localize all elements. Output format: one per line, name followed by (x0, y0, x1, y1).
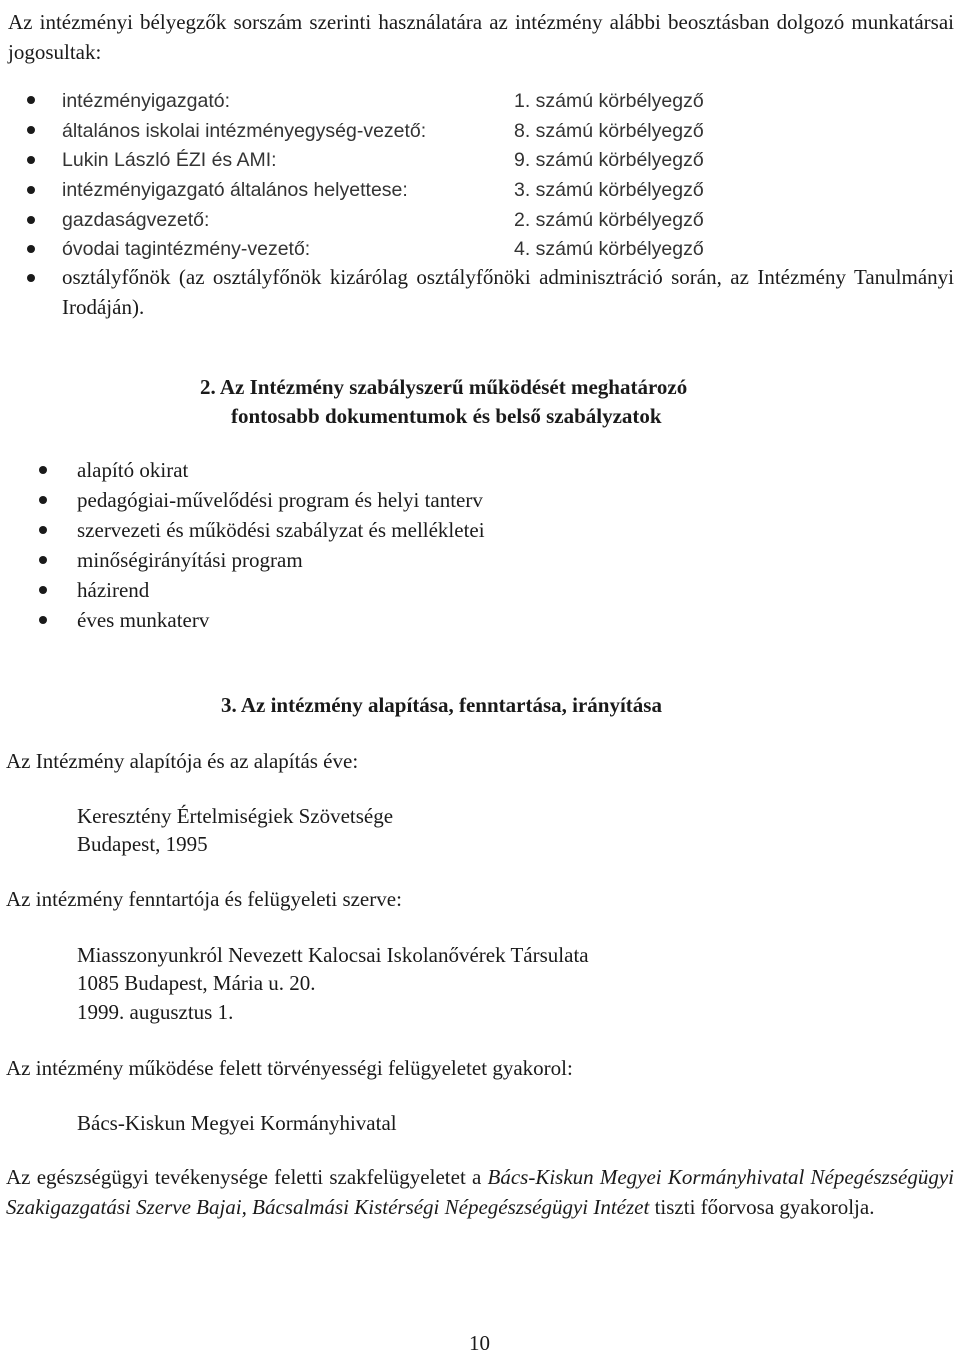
bullet-icon (27, 126, 35, 134)
health-paragraph (6, 1162, 954, 1222)
bullet-icon (39, 556, 47, 564)
bullet-icon (39, 496, 47, 504)
document-item: minőségirányítási program (77, 548, 303, 572)
document-item: alapító okirat (77, 458, 189, 482)
stamp-role: intézményigazgató általános helyettese: (62, 179, 408, 201)
stamp-number: 2. számú körbélyegző (514, 209, 704, 231)
page-number: 10 (469, 1331, 490, 1355)
founder-year: Budapest, 1995 (77, 832, 208, 856)
stamp-role: óvodai tagintézmény-vezető: (62, 238, 311, 260)
stamp-role: gazdaságvezető: (62, 209, 210, 231)
document-item: szervezeti és működési szabályzat és mellékletei (77, 518, 485, 542)
document-item: pedagógiai-művelődési program és helyi tanterv (77, 488, 483, 512)
stamp-number: 1. számú körbélyegző (514, 90, 704, 112)
document-item: éves munkaterv (77, 608, 210, 632)
bullet-icon (27, 96, 35, 104)
legality-body: Bács-Kiskun Megyei Kormányhivatal (77, 1111, 397, 1135)
section3-title: 3. Az intézmény alapítása, fenntartása, irányítása (221, 693, 662, 717)
bullet-icon (27, 245, 35, 253)
maintainer-name: Miasszonyunkról Nevezett Kalocsai Iskolanővérek Társulata (77, 943, 589, 967)
bullet-icon (39, 616, 47, 624)
stamp-number: 4. számú körbélyegző (514, 238, 704, 260)
stamp-number: 3. számú körbélyegző (514, 179, 704, 201)
maintainer-label: Az intézmény fenntartója és felügyeleti szerve: (6, 887, 402, 911)
stamp-role: Lukin László ÉZI és AMI: (62, 149, 277, 171)
bullet-icon (27, 186, 35, 194)
bullet-icon (39, 466, 47, 474)
stamp-role: általános iskolai intézményegység-vezető: (62, 120, 427, 142)
bullet-icon (39, 526, 47, 534)
founder-label: Az Intézmény alapítója és az alapítás éve: (6, 749, 359, 773)
stamp-number: 9. számú körbélyegző (514, 149, 704, 171)
bullet-icon (27, 274, 35, 282)
section2-title-line1: 2. Az Intézmény szabályszerű működését meghatározó (200, 375, 688, 399)
maintainer-address: 1085 Budapest, Mária u. 20. (77, 971, 316, 995)
stamp-number: 8. számú körbélyegző (514, 120, 704, 142)
legality-label: Az intézmény működése felett törvényességi felügyeletet gyakorol: (6, 1056, 573, 1080)
stamp-role: intézményigazgató: (62, 90, 231, 112)
bullet-icon (27, 216, 35, 224)
founder-name: Keresztény Értelmiségiek Szövetsége (77, 804, 394, 828)
form-master-item: osztályfőnök (az osztályfőnök kizárólag osztályfőnöki adminisztráció során, az Intézmény Tanulmányi Irodáján). (62, 265, 954, 319)
maintainer-date: 1999. augusztus 1. (77, 1000, 234, 1024)
health-authority: Bács-Kiskun Megyei Kormányhivatal Népegészségügyi Szakigazgatási Szerve Bajai, Bácsalmási Kistérségi Népegészségügyi Intézet (6, 1165, 954, 1219)
document-item: házirend (77, 578, 150, 602)
health-text-start: Az egészségügyi tevékenysége feletti szakfelügyeletet a (6, 1165, 482, 1189)
bullet-icon (27, 156, 35, 164)
health-text-end: tiszti főorvosa gyakorolja. (654, 1195, 875, 1219)
intro-paragraph: Az intézményi bélyegzők sorszám szerinti használatára az intézmény alábbi beosztásban dolgozó munkatársai jogosultak: (8, 10, 954, 64)
bullet-icon (39, 586, 47, 594)
section2-title-line2: fontosabb dokumentumok és belső szabályzatok (231, 404, 662, 428)
